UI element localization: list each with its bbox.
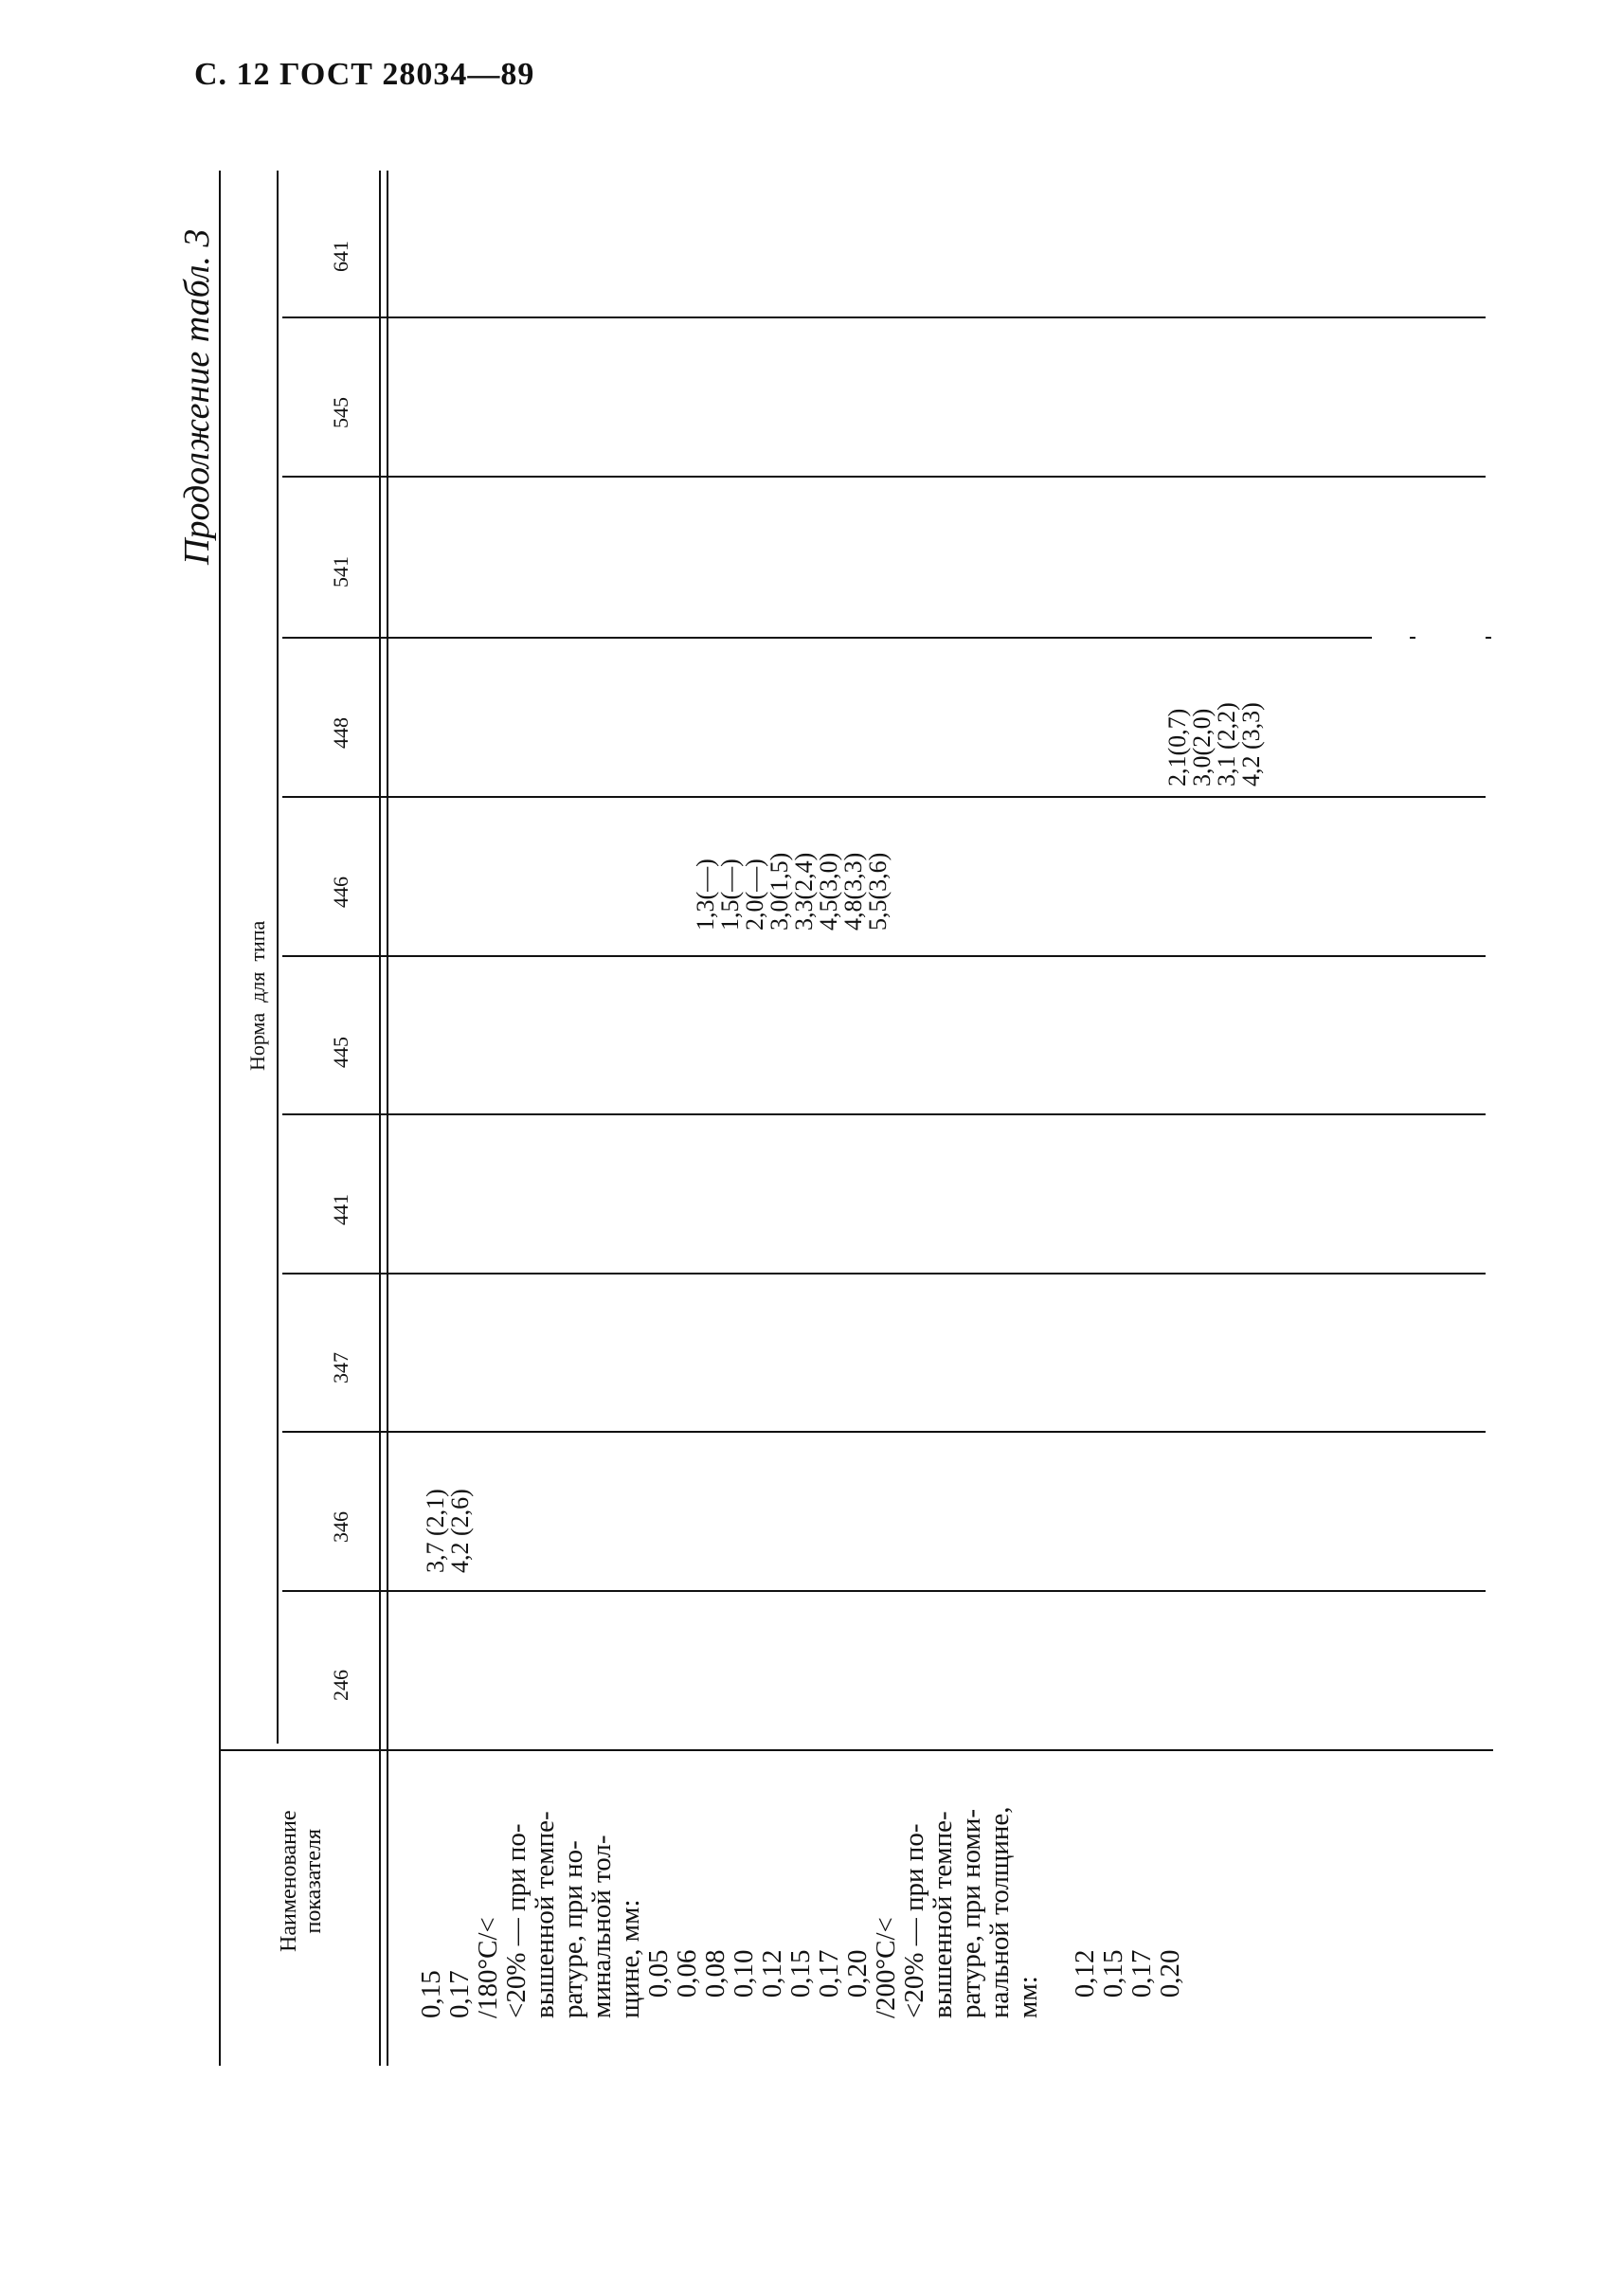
header-body-double-line-1 [379,171,381,2066]
type-header-346: 346 [329,1511,352,1543]
column-separator [282,796,1486,798]
type-header-448: 448 [329,717,352,749]
column-separator [282,955,1486,957]
type-header-446: 446 [329,877,352,908]
type-header-541: 541 [329,556,352,588]
continuation-label: Продолжение табл. 3 [177,228,217,565]
dash-mark [1486,637,1491,639]
type-header-347: 347 [329,1352,352,1383]
column-separator [282,476,1486,478]
type-header-246: 246 [329,1670,352,1701]
dash-mark [1410,637,1415,639]
type-header-445: 445 [329,1037,352,1068]
param-column-separator [219,1749,1493,1751]
norm-header: Норма для типа [245,920,269,1071]
column-separator [282,1590,1486,1592]
column-separator [282,1431,1486,1433]
param-text: 0,15 0,17 /180°C/< <20% — при по- вышенной темпе- ратуре, при но- минальной тол- щине, мм: 0,05 0,06 0,08 0,10 0,12 0,15 0,17 0,20 /200°C/< <20% — при по- вышенной темпе- ратуре, при номи- нальной толщине, мм: 0,12 0,15 0,17 0,20 [416,1806,1185,2018]
param-header: Наименование показателя [277,1810,326,1952]
values-448: 2,1(0,7) 3,0(2,0) 3,1 (2,2) 4,2 (3,3) [1163,702,1265,786]
type-header-545: 545 [329,397,352,428]
column-separator [282,1273,1486,1275]
values-346: 3,7 (2,1) 4,2 (2,6) [422,1489,474,1573]
norm-header-separator [277,171,279,1744]
values-446: 1,3(—) 1,5(—) 2,0(—) 3,0(1,5) 3,3(2,4) 4,5(3,0) 4,8(3,3) 5,5(3,6) [692,852,892,931]
table-left-border [219,171,221,2066]
header-body-double-line-2 [387,171,388,2066]
column-separator [282,637,1372,639]
page-header: С. 12 ГОСТ 28034—89 [194,57,535,92]
type-header-641: 641 [329,241,352,272]
column-separator [282,1113,1486,1115]
type-header-441: 441 [329,1194,352,1225]
column-separator [282,316,1486,318]
